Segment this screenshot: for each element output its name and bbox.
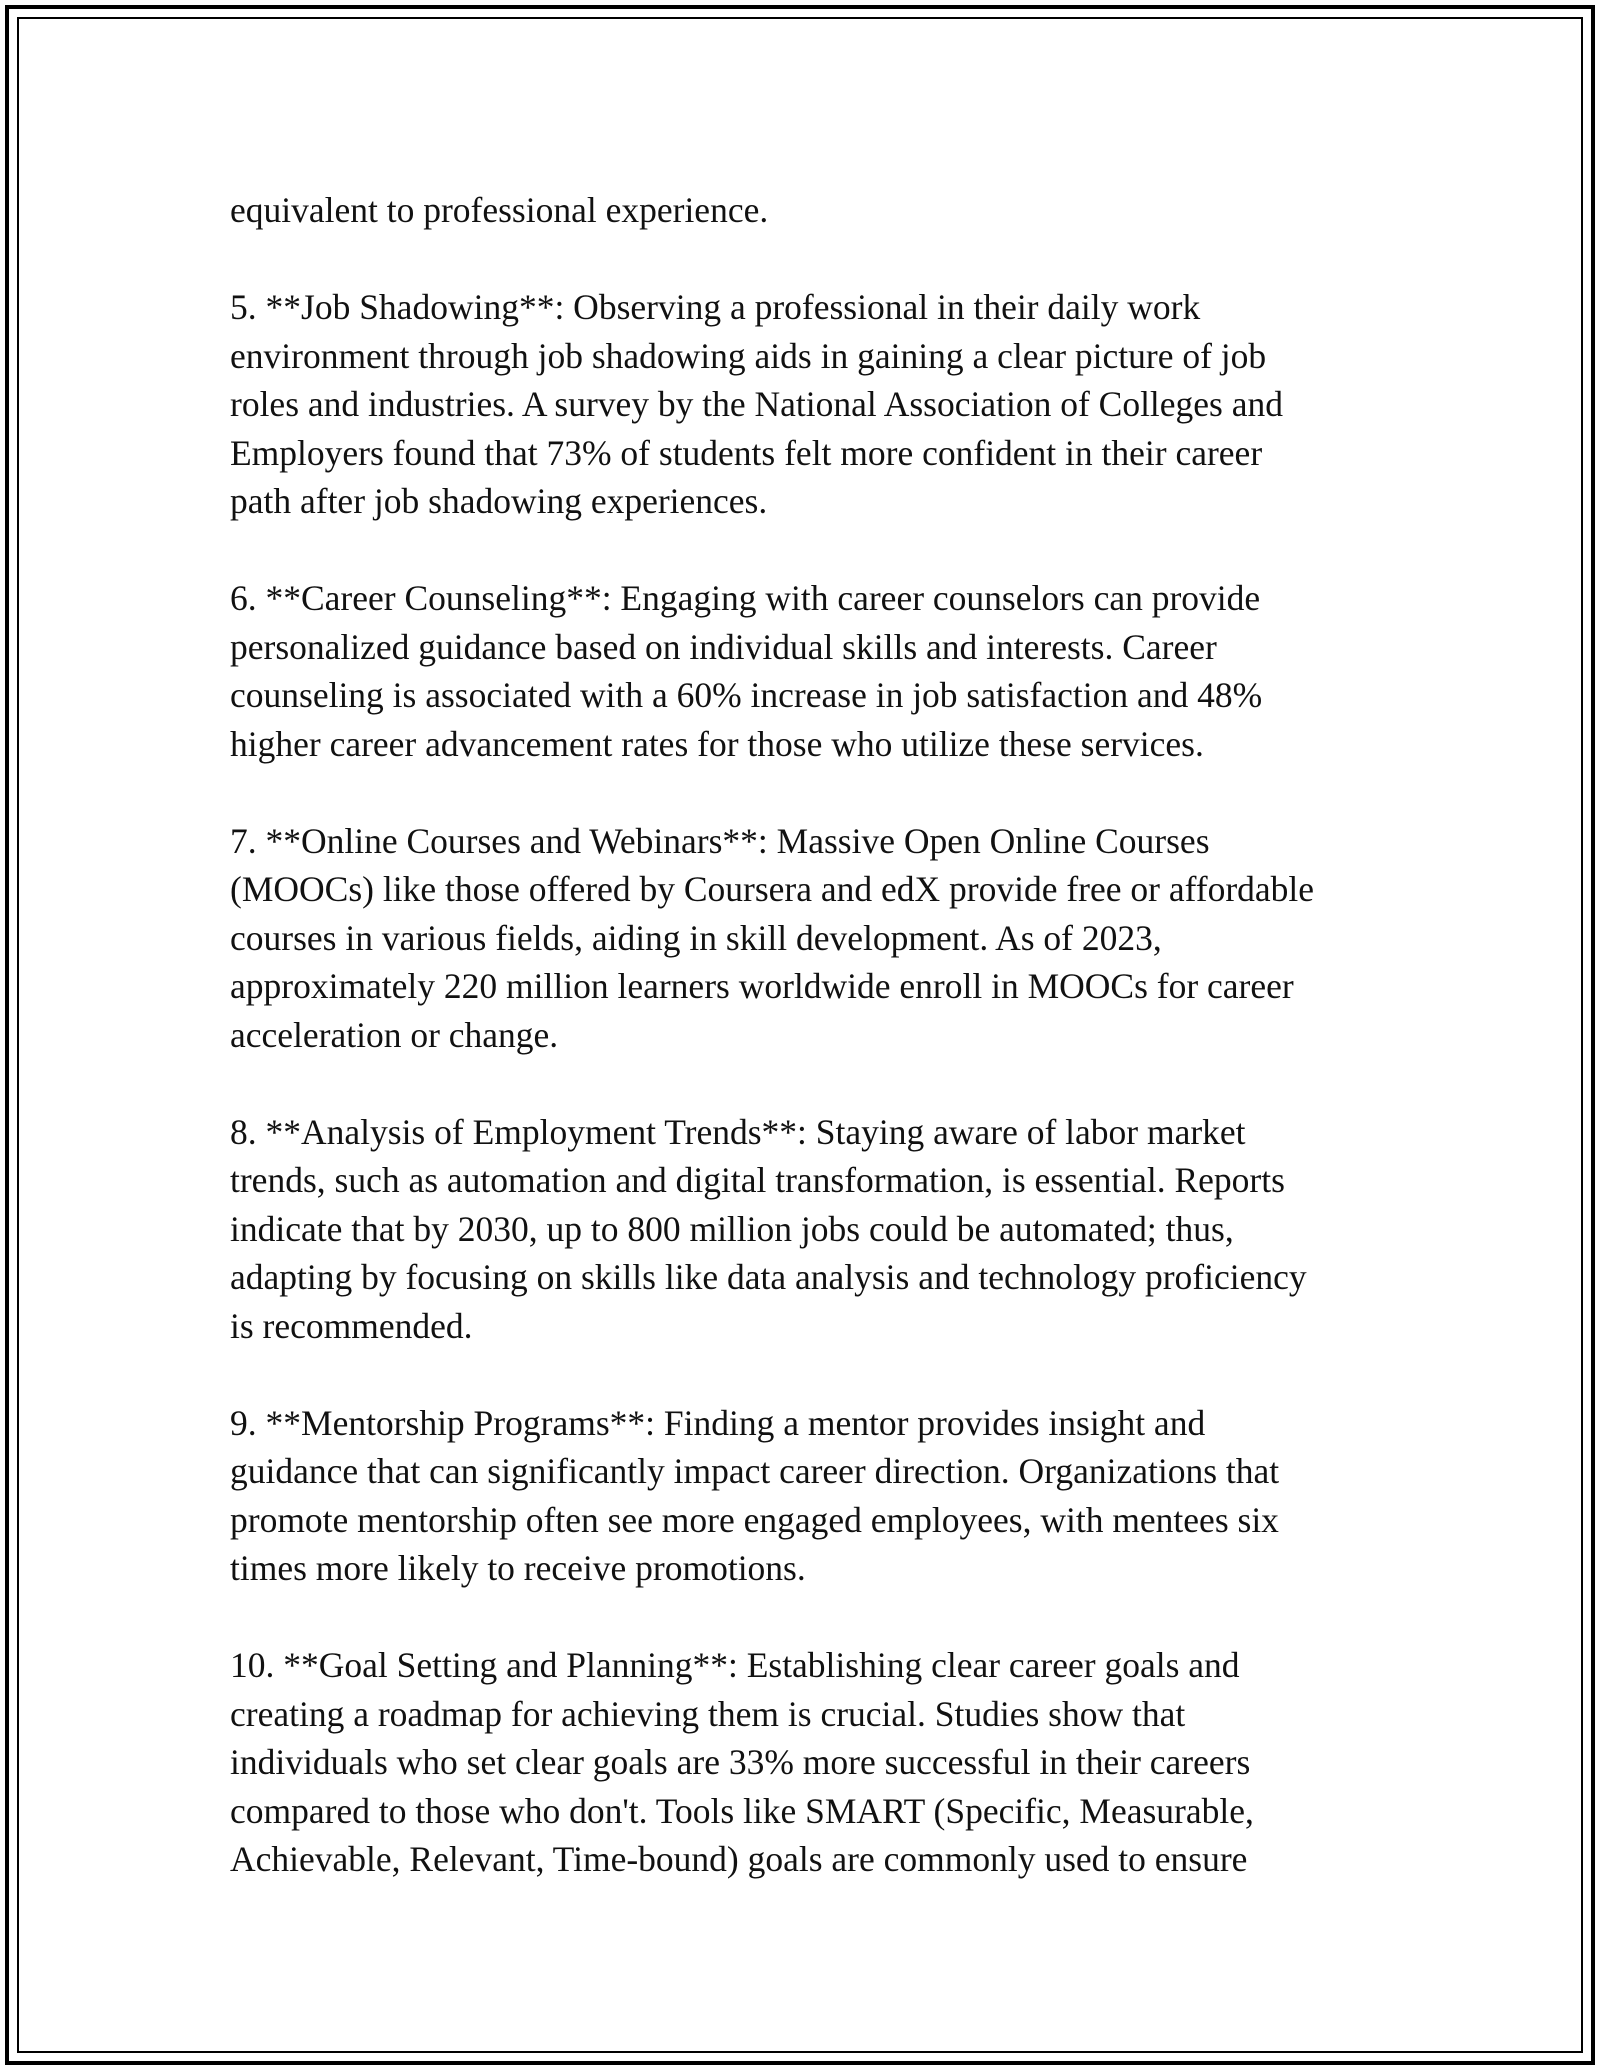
paragraph-career-counseling: 6. **Career Counseling**: Engaging with career counselors can provide personalized guidance based on individual skills and interests. Career counseling is associated with a 60% increase in job satisfaction and 48% higher career advancement rates for those who utilize these services. (230, 578, 1263, 764)
paragraph-continuation: equivalent to professional experience. (230, 190, 769, 230)
paragraph-job-shadowing: 5. **Job Shadowing**: Observing a professional in their daily work environment through job shadowing aids in gaining a clear picture of job roles and industries. A survey by the National Association of Colleges and Employers found that 73% of students felt more confident in their career path after job shadowing experiences. (230, 287, 1284, 521)
paragraph-online-courses: 7. **Online Courses and Webinars**: Massive Open Online Courses (MOOCs) like those offered by Coursera and edX provide free or affordable courses in various fields, aiding in skill development. As of 2023, approximately 220 million learners worldwide enroll in MOOCs for career acceleration or change. (230, 820, 1315, 1055)
paragraph-mentorship: 9. **Mentorship Programs**: Finding a mentor provides insight and guidance that can significantly impact career direction. Organizations that promote mentorship often see more engaged employees, with mentees six times more likely to receive promotions. (230, 1402, 1280, 1588)
paragraph-employment-trends: 8. **Analysis of Employment Trends**: Staying aware of labor market trends, such as automation and digital transformation, is essential. Reports indicate that by 2030, up to 800 million jobs could be automated; thus, adapting by focusing on skills like data analysis and technology proficiency is recommended. (230, 1111, 1307, 1346)
document-body (230, 186, 1390, 1884)
paragraph-goal-setting: 10. **Goal Setting and Planning**: Establishing clear career goals and creating a roadmap for achieving them is crucial. Studies show that individuals who set clear goals are 33% more successful in their careers compared to those who don't. Tools like SMART (Specific, Measurable, Achievable, Relevant, Time-bound) goals are commonly used to ensure (230, 1645, 1254, 1879)
